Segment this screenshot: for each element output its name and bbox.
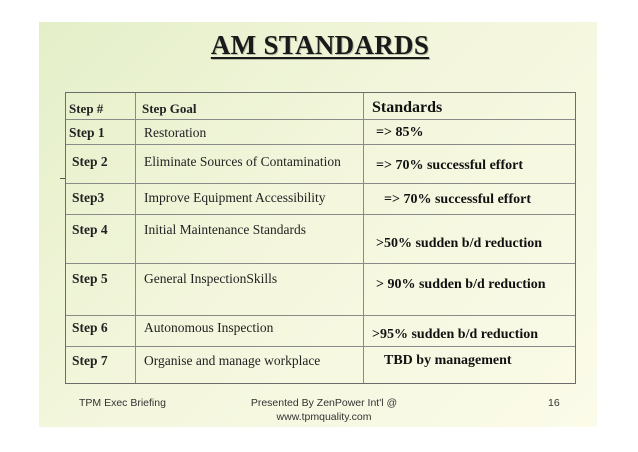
row-divider: [66, 315, 575, 316]
step-standard: => 70% successful effort: [384, 192, 531, 207]
step-label: Step 2: [72, 154, 108, 169]
footer-center-line1: Presented By ZenPower Int'l @: [250, 397, 398, 409]
step-goal: Organise and manage workplace: [144, 353, 321, 368]
standards-table: [65, 92, 576, 384]
header-step: Step #: [69, 101, 104, 116]
step-label: Step 1: [69, 125, 105, 140]
step-goal: Improve Equipment Accessibility: [144, 190, 326, 205]
column-divider: [363, 93, 364, 383]
row-divider: [66, 214, 575, 215]
row-divider: [66, 183, 575, 184]
row-divider: [66, 346, 575, 347]
header-standards: Standards: [372, 99, 443, 116]
page-number: 16: [548, 397, 560, 409]
header-step-goal: Step Goal: [142, 101, 197, 116]
footer-center-line2: www.tpmquality.com: [276, 411, 372, 423]
step-standard: TBD by management: [384, 353, 512, 368]
step-goal: Restoration: [144, 125, 207, 140]
step-standard: >50% sudden b/d reduction: [376, 236, 543, 251]
step-standard: > 90% sudden b/d reduction: [376, 277, 546, 292]
step-goal: Autonomous Inspection: [144, 320, 274, 335]
step-standard: >95% sudden b/d reduction: [372, 327, 539, 342]
step-label: Step 4: [72, 222, 108, 237]
step-goal: General InspectionSkills: [144, 271, 278, 286]
row-divider: [66, 263, 575, 264]
step-standard: => 70% successful effort: [376, 158, 523, 173]
step-standard: => 85%: [376, 125, 424, 140]
step-label: Step 5: [72, 271, 108, 286]
row-divider: [66, 144, 575, 145]
footer-left: TPM Exec Briefing: [79, 397, 166, 409]
step-goal: Eliminate Sources of Contamination: [144, 154, 341, 169]
step-label: Step 7: [72, 353, 108, 368]
row-divider: [66, 119, 575, 120]
step-label: Step3: [72, 190, 105, 205]
slide-title: AM STANDARDS: [210, 30, 430, 60]
step-goal: Initial Maintenance Standards: [144, 222, 306, 237]
column-divider: [135, 93, 136, 383]
step-label: Step 6: [72, 320, 108, 335]
